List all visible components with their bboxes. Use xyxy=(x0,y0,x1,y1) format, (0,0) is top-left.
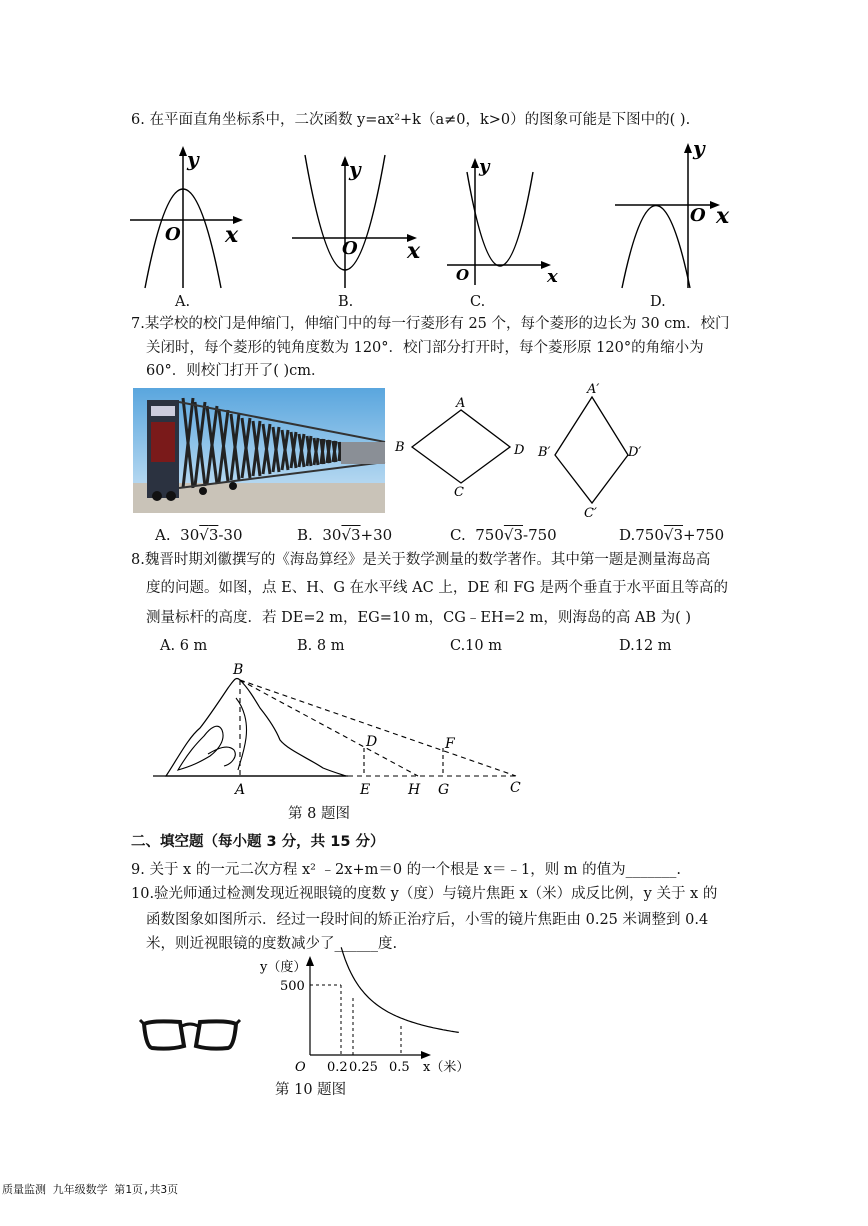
island-label-c: C xyxy=(510,780,521,796)
island-label-g: G xyxy=(438,782,450,798)
rhombus2-label-b: B′ xyxy=(538,445,551,460)
q6c-y-label: y xyxy=(479,156,490,177)
rhombus-label-b: B xyxy=(395,440,405,455)
q8-option-a: A. 6 m xyxy=(160,638,208,654)
q6a-y-label: y xyxy=(187,147,199,171)
page-footer: 质量监测 九年级数学 第1页,共3页 xyxy=(2,1183,179,1196)
island-label-a: A xyxy=(235,782,246,798)
q6c-origin-label: O xyxy=(456,266,470,284)
q6-option-d: D. xyxy=(650,294,666,310)
q8-line1: 8.魏晋时期刘徽撰写的《海岛算经》是关于数学测量的数学著作。其中第一题是测量海岛高 xyxy=(131,552,711,568)
q6a-origin-label: O xyxy=(165,224,181,245)
q10-xtick-0: 0.2 xyxy=(327,1060,348,1075)
q6d-origin-label: O xyxy=(690,205,706,226)
rhombus-label-d: D xyxy=(514,443,525,458)
q10-graph xyxy=(255,953,470,1078)
q6-graph-c xyxy=(445,150,570,290)
q7-line3: 60°．则校门打开了( )cm． xyxy=(146,363,326,379)
q8-option-c: C.10 m xyxy=(450,638,502,654)
q6-graph-d xyxy=(610,135,745,290)
q8-option-d: D.12 m xyxy=(619,638,672,654)
q6-option-a: A. xyxy=(175,294,191,310)
q7-line1: 7.某学校的校门是伸缩门，伸缩门中的每一行菱形有 25 个，每个菱形的边长为 30 cm．校门 xyxy=(131,316,730,332)
q10-xlabel: x（米） xyxy=(423,1060,470,1075)
section-fill-in-heading: 二、填空题（每小题 3 分，共 15 分） xyxy=(131,834,385,850)
q10-line2: 函数图象如图所示．经过一段时间的矫正治疗后，小雪的镜片焦距由 0.25 米调整到 0.4 xyxy=(146,912,709,928)
q10-xtick-1: 0.25 xyxy=(349,1060,378,1075)
q10-origin: O xyxy=(295,1060,306,1075)
island-label-f: F xyxy=(445,736,455,752)
q10-xtick-2: 0.5 xyxy=(389,1060,410,1075)
rhombus2-label-a: A′ xyxy=(587,382,600,397)
island-label-b: B xyxy=(233,662,244,678)
q6b-y-label: y xyxy=(349,157,361,181)
q10-line3: 米，则近视眼镜的度数减少了______度. xyxy=(146,936,398,952)
q8-option-b: B. 8 m xyxy=(297,638,345,654)
island-label-e: E xyxy=(360,782,371,798)
q6-graph-a xyxy=(125,140,255,290)
q6-stem: 6. 在平面直角坐标系中，二次函数 y=ax²+k（a≠0，k>0）的图象可能是下图中的( ). xyxy=(131,112,691,128)
q7-option-b: B. 30√3+30 xyxy=(297,526,393,544)
q10-line1: 10.验光师通过检测发现近视眼镜的度数 y（度）与镜片焦距 x（米）成反比例，y 关于 x 的 xyxy=(131,886,718,902)
q8-line2: 度的问题。如图，点 E、H、G 在水平线 AC 上，DE 和 FG 是两个垂直于水平面且等高的 xyxy=(146,580,728,596)
q6b-x-label: x xyxy=(407,238,421,264)
q6-graph-b xyxy=(287,150,427,290)
gate-photo xyxy=(133,388,385,513)
q10-ylabel: y（度） xyxy=(260,960,307,975)
q7-line2: 关闭时，每个菱形的钝角度数为 120°．校门部分打开时，每个菱形原 120°的角缩小为 xyxy=(146,340,704,356)
rhombus-label-a: A xyxy=(456,396,466,411)
rhombus2-label-d: D′ xyxy=(628,445,642,460)
q6c-x-label: x xyxy=(547,266,558,287)
rhombus-abcd-prime xyxy=(532,380,662,525)
q10-caption: 第 10 题图 xyxy=(275,1082,347,1098)
rhombus-abcd xyxy=(390,392,530,502)
glasses-icon xyxy=(140,1014,240,1054)
q6a-x-label: x xyxy=(225,222,239,248)
rhombus2-label-c: C′ xyxy=(584,506,597,521)
q9-text: 9. 关于 x 的一元二次方程 x² ﹣2x+m＝0 的一个根是 x＝﹣1，则 m 的值为_______. xyxy=(131,862,682,878)
q8-line3: 测量标杆的高度．若 DE=2 m，EG=10 m，CG﹣EH=2 m，则海岛的高 AB 为( ) xyxy=(146,610,692,626)
island-figure xyxy=(148,658,538,798)
island-label-d: D xyxy=(366,734,378,750)
q7-option-a: A. 30√3-30 xyxy=(155,526,243,544)
q10-ytick-500: 500 xyxy=(280,979,305,994)
q6d-x-label: x xyxy=(716,203,730,229)
q6-option-c: C. xyxy=(470,294,486,310)
island-label-h: H xyxy=(408,782,421,798)
q6b-origin-label: O xyxy=(342,238,358,259)
q7-option-d: D.750√3+750 xyxy=(619,526,725,544)
q6-option-b: B. xyxy=(338,294,354,310)
q6d-y-label: y xyxy=(693,136,705,160)
q7-option-c: C. 750√3-750 xyxy=(450,526,557,544)
q8-caption: 第 8 题图 xyxy=(288,806,350,822)
rhombus-label-c: C xyxy=(454,485,464,500)
